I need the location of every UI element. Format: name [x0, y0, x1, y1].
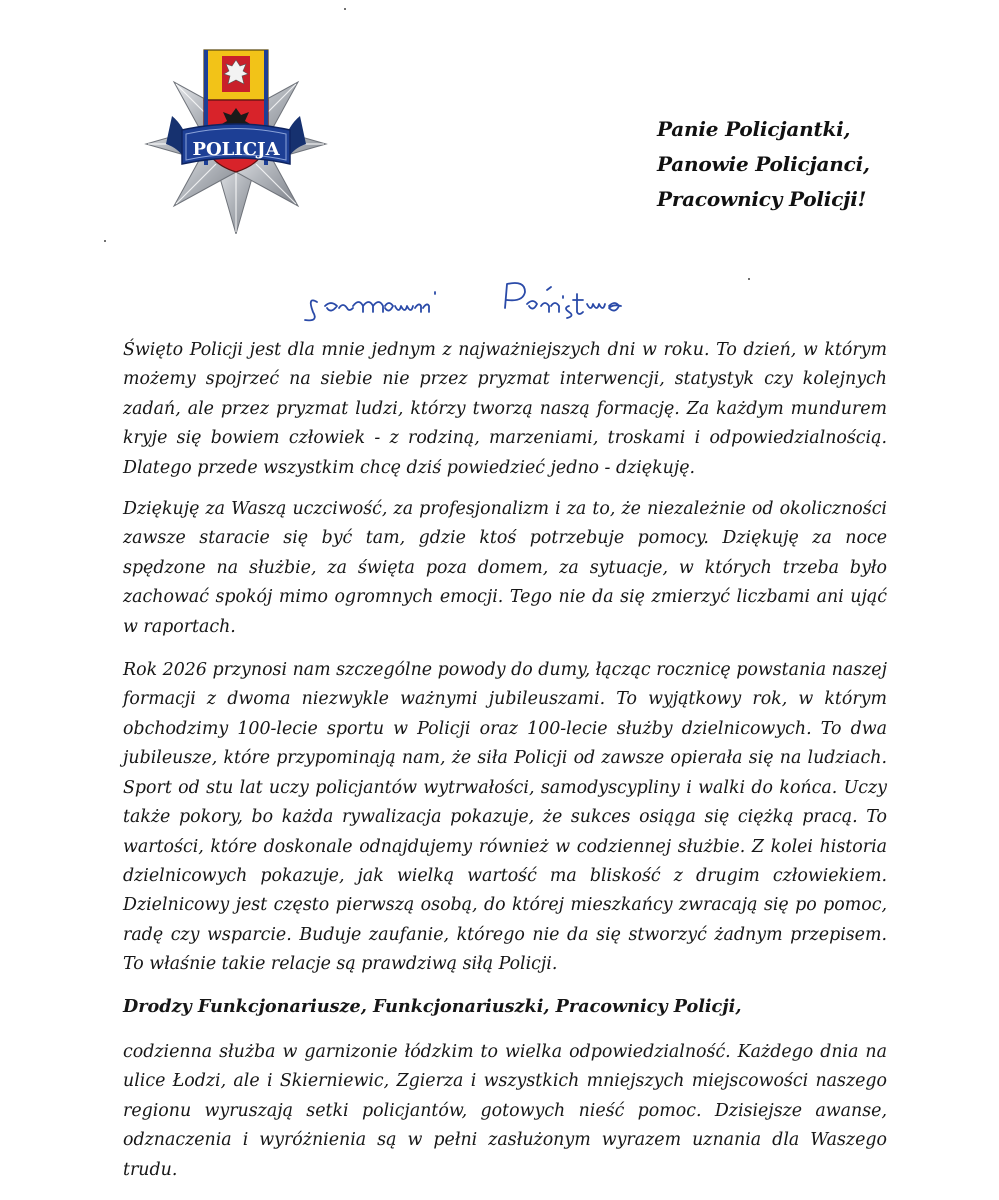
policja-label: POLICJA	[192, 139, 280, 160]
police-star-icon	[132, 44, 340, 234]
letter-paragraph: Dziękuję za Waszą uczciwość, za profesjonalizm i za to, że niezależnie od okoliczności zawsze staracie się być tam, gdzie ktoś potrzebuje pomocy. Dziękuję za noce spędzone na służbie, za święta poza domem, za sytuacje, w których trzeba było zachować spokój mimo ogromnych emocji. Tego nie da się zmierzyć liczbami ani ująć w raportach.	[123, 499, 887, 637]
letter-salutation: Drodzy Funkcjonariusze, Funkcjonariuszki, Pracownicy Policji,	[123, 995, 742, 1017]
scan-speck	[748, 278, 750, 280]
greeting-line: Panowie Policjanci,	[657, 152, 870, 176]
greeting-line: Panie Policjantki,	[657, 117, 851, 141]
letter-paragraph: Święto Policji jest dla mnie jednym z najważniejszych dni w roku. To dzień, w którym możemy spojrzeć na siebie nie przez pryzmat interwencji, statystyk czy kolejnych zadań, ale przez pryzmat ludzi, którzy tworzą naszą formację. Za każdym mundurem kryje się bowiem człowiek - z rodziną, marzeniami, troskami i odpowiedzialnością. Dlatego przede wszystkim chcę dziś powiedzieć jedno - dziękuję.	[123, 340, 887, 478]
scan-speck	[344, 8, 346, 10]
handwritten-salutation	[295, 276, 655, 326]
greeting-block	[657, 112, 977, 217]
police-emblem-logo	[132, 44, 340, 234]
letter-paragraph: codzienna służba w garnizonie łódzkim to wielka odpowiedzialność. Każdego dnia na ulice Łodzi, ale i Skierniewic, Zgierza i wszystkich mniejszych miejscowości naszego regionu wyruszają setki policjantów, gotowych nieść pomoc. Dzisiejsze awanse, odznaczenia i wyróżnienia są w pełni zasłużonym wyrazem uznania dla Waszego trudu.	[123, 1041, 887, 1180]
greeting-line: Pracownicy Policji!	[657, 187, 867, 211]
letter-body	[123, 336, 887, 1185]
handwriting-signature-icon	[295, 276, 655, 326]
scan-speck	[104, 240, 106, 242]
letter-paragraph: Rok 2026 przynosi nam szczególne powody do dumy, łącząc rocznicę powstania naszej formacji z dwoma niezwykle ważnymi jubileuszami. To wyjątkowy rok, w którym obchodzimy 100-lecie sportu w Policji oraz 100-lecie służby dzielnicowych. To dwa jubileusze, które przypominają nam, że siła Policji od zawsze opierała się na ludziach. Sport od stu lat uczy policjantów wytrwałości, samodyscypliny i walki do końca. Uczy także pokory, bo każda rywalizacja pokazuje, że sukces osiąga się ciężką pracą. To wartości, które doskonale odnajdujemy również w codziennej służbie. Z kolei historia dzielnicowych pokazuje, jak wielką wartość ma bliskość z drugim człowiekiem. Dzielnicowy jest często pierwszą osobą, do której mieszkańcy zwracają się po pomoc, radę czy wsparcie. Buduje zaufanie, którego nie da się stworzyć żadnym przepisem. To właśnie takie relacje są prawdziwą siłą Policji.	[123, 660, 887, 975]
